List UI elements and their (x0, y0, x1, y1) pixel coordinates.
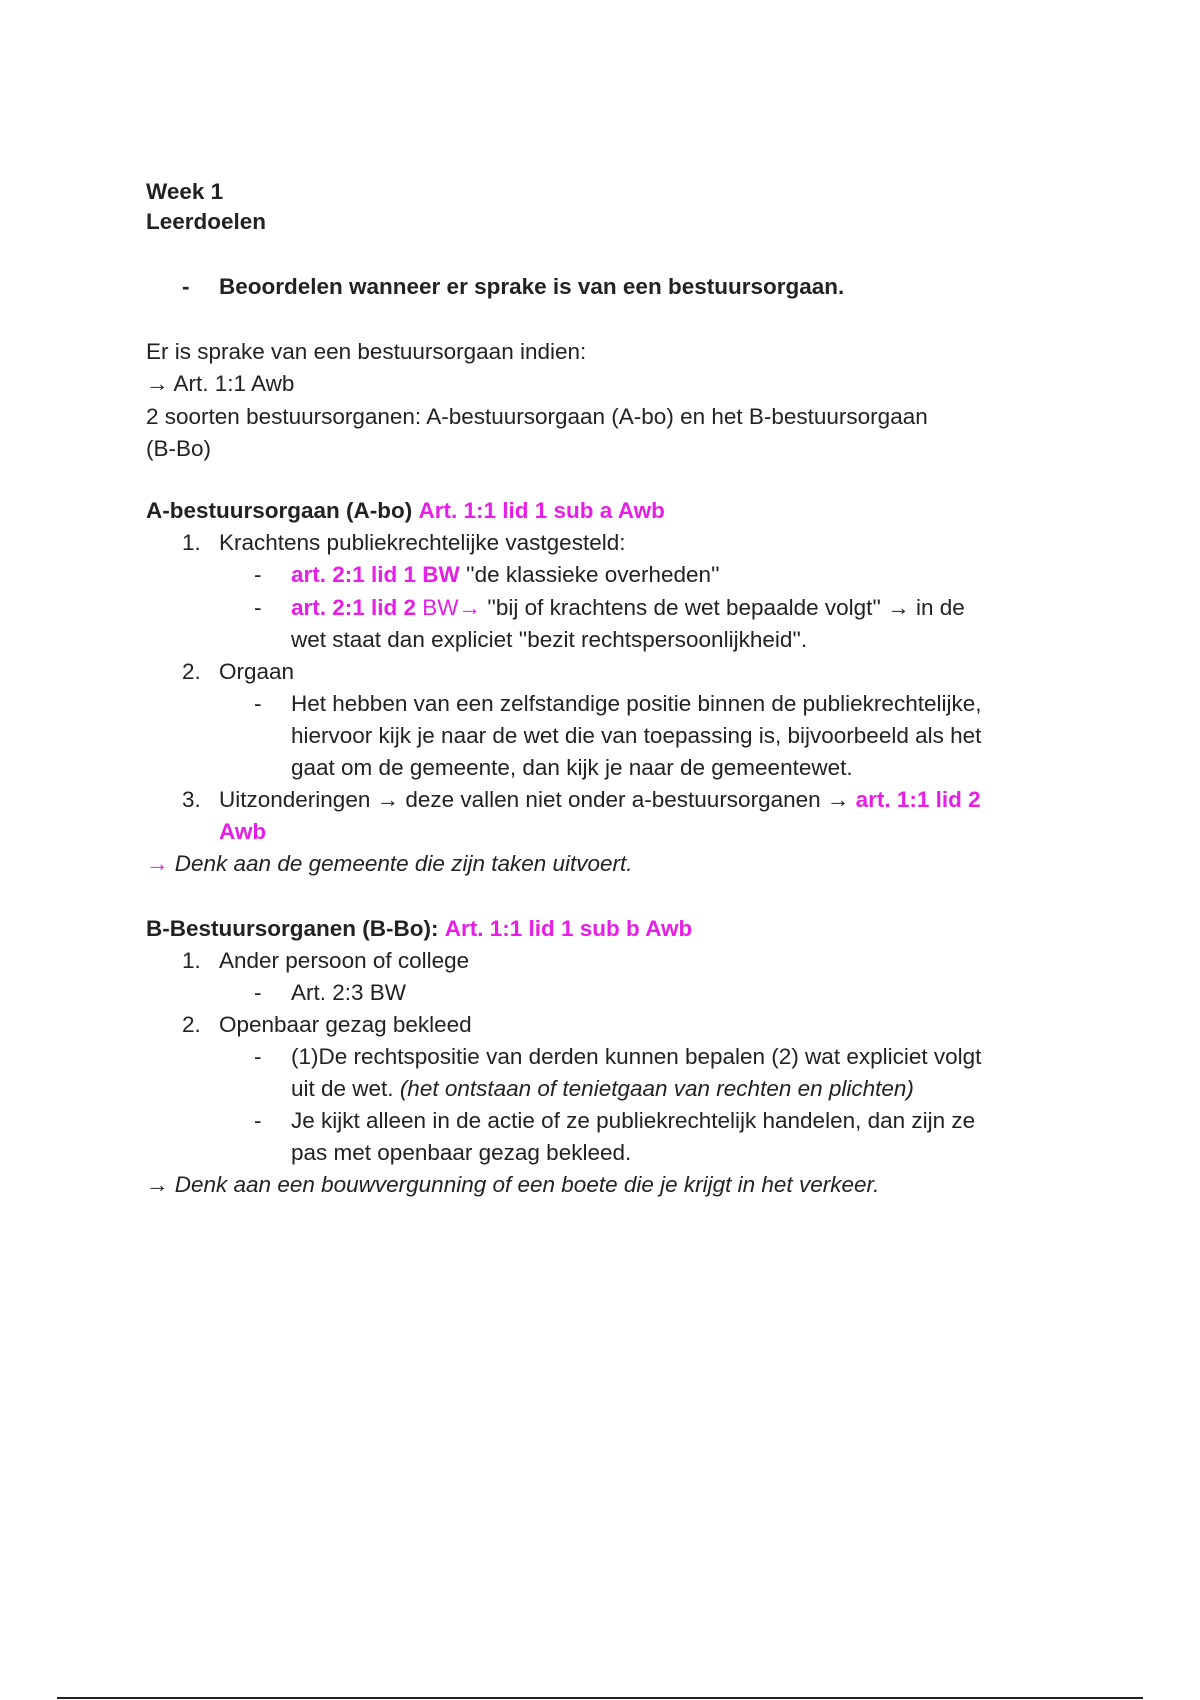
section-b-item-1-number: 1. (182, 948, 201, 973)
section-a-item-1-number: 1. (182, 530, 201, 555)
sub-bullet: - (254, 691, 262, 716)
sub-bullet: - (254, 595, 262, 620)
sub-text-line (291, 1073, 914, 1105)
sub-text-line: gaat om de gemeente, dan kijk je naar de gemeentewet. (291, 755, 853, 780)
page-title: Leerdoelen (146, 209, 267, 234)
section-a-item-2-text: Orgaan (219, 659, 295, 684)
intro-line-2: → Art. 1:1 Awb (146, 371, 295, 396)
sub-text: ''bij of krachtens de wet bepaalde volgt'' → in de (481, 595, 965, 620)
sub-text-line: pas met openbaar gezag bekleed. (291, 1140, 632, 1165)
sub-bullet: - (254, 1108, 262, 1133)
section-b-heading (146, 913, 692, 945)
section-b-title: B-Bestuursorganen (B-Bo): (146, 916, 439, 941)
sub-bullet: - (254, 980, 262, 1005)
section-a-item-1-sub-1 (291, 559, 720, 591)
arrow-icon: → (146, 851, 169, 876)
note-text: Denk aan de gemeente die zijn taken uitvoert. (168, 851, 633, 876)
page-bottom-rule (57, 1697, 1143, 1699)
goal-bullet: - (182, 274, 190, 299)
sub-bullet: - (254, 562, 262, 587)
intro-line-4: (B-Bo) (146, 436, 212, 461)
section-b-item-2-number: 2. (182, 1012, 201, 1037)
plain-text: uit de wet. (291, 1076, 400, 1101)
section-b-reference: Art. 1:1 lid 1 sub b Awb (444, 916, 693, 941)
section-a-heading (146, 495, 665, 527)
reference-art-1-1-lid-2: art. 1:1 lid 2 (855, 787, 981, 812)
section-a-item-2-number: 2. (182, 659, 201, 684)
item-text: Uitzonderingen → deze vallen niet onder a-bestuursorganen → (219, 787, 856, 812)
section-a-title: A-bestuursorgaan (A-bo) (146, 498, 413, 523)
reference-art-2-1-lid-1: art. 2:1 lid 1 BW (291, 562, 460, 587)
italic-text: (het ontstaan of tenietgaan van rechten en plichten) (399, 1076, 914, 1101)
sub-text-line: (1)De rechtspositie van derden kunnen bepalen (2) wat expliciet volgt (291, 1044, 982, 1069)
section-a-item-1-sub-2 (291, 592, 965, 624)
sub-text-continued: wet staat dan expliciet ''bezit rechtspersoonlijkheid''. (291, 627, 808, 652)
section-b-item-1-text: Ander persoon of college (219, 948, 470, 973)
section-a-item-3-number: 3. (182, 787, 201, 812)
reference-continued: Awb (219, 819, 267, 844)
section-a-item-3-text (219, 784, 981, 816)
sub-text: Art. 2:3 BW (291, 980, 407, 1005)
section-b-item-2-text: Openbaar gezag bekleed (219, 1012, 472, 1037)
intro-line-3: 2 soorten bestuursorganen: A-bestuursorgaan (A-bo) en het B-bestuursorgaan (146, 404, 928, 429)
section-a-item-1-text: Krachtens publiekrechtelijke vastgesteld: (219, 530, 626, 555)
section-a-note (146, 848, 633, 880)
section-b-note: → Denk aan een bouwvergunning of een boete die je krijgt in het verkeer. (146, 1172, 880, 1197)
sub-bullet: - (254, 1044, 262, 1069)
week-heading: Week 1 (146, 179, 224, 204)
sub-text-line: Je kijkt alleen in de actie of ze publiekrechtelijk handelen, dan zijn ze (291, 1108, 976, 1133)
sub-text-line: hiervoor kijk je naar de wet die van toepassing is, bijvoorbeeld als het (291, 723, 982, 748)
arrow-icon: → (458, 595, 482, 620)
sub-text-line: Het hebben van een zelfstandige positie binnen de publiekrechtelijke, (291, 691, 982, 716)
goal-text: Beoordelen wanneer er sprake is van een bestuursorgaan. (219, 274, 845, 299)
section-a-reference: Art. 1:1 lid 1 sub a Awb (418, 498, 665, 523)
reference-art-2-1-lid-2: art. 2:1 lid 2 (291, 595, 417, 620)
intro-line-1: Er is sprake van een bestuursorgaan indien: (146, 339, 587, 364)
reference-bw: BW (416, 595, 459, 620)
sub-text: ''de klassieke overheden'' (459, 562, 720, 587)
